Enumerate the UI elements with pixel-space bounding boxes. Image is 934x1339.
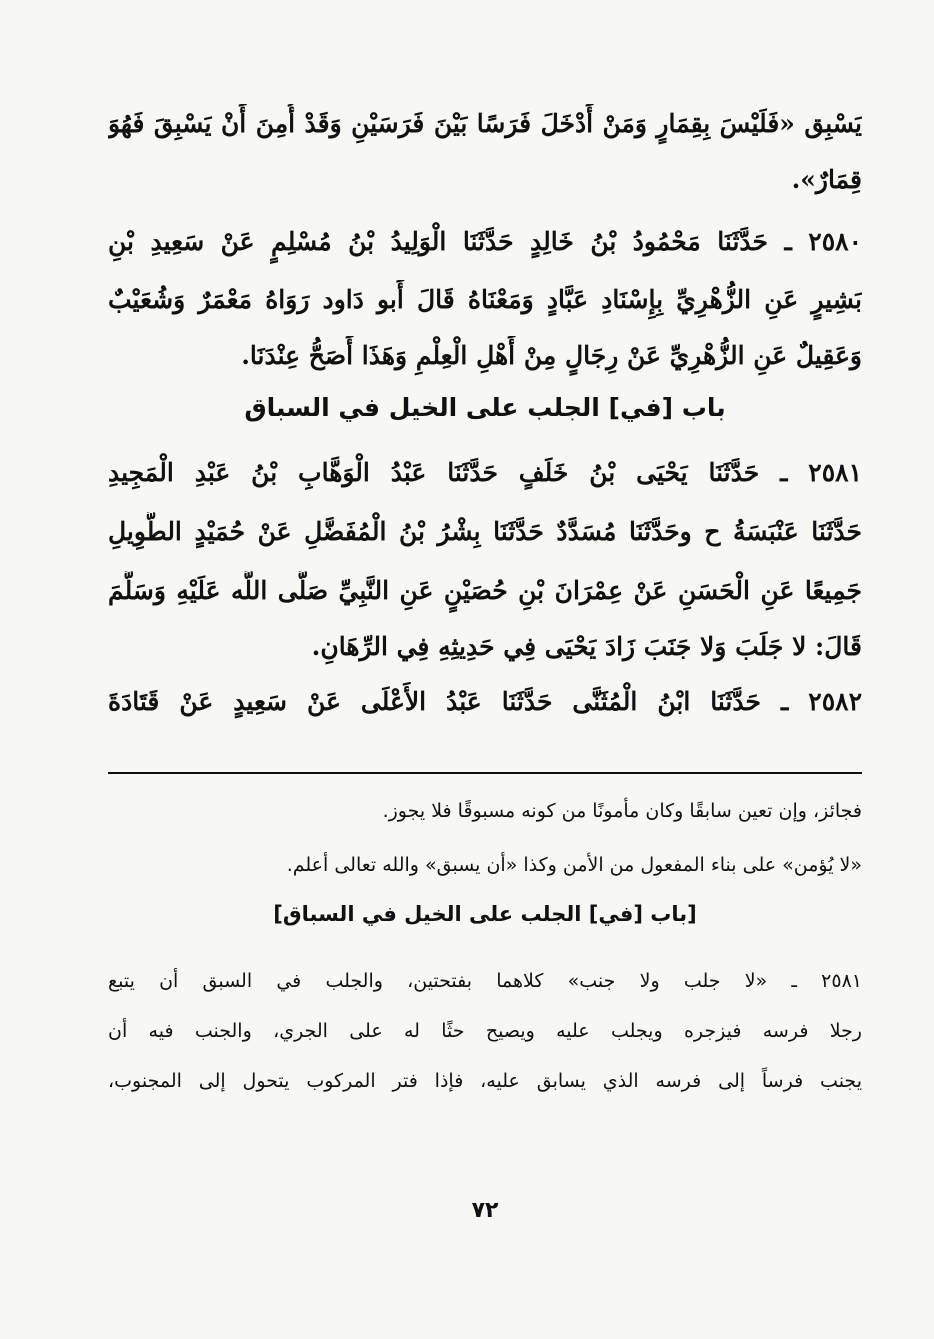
main-text-line: يَسْبِق «فَلَيْسَ بِقِمَارٍ وَمَنْ أَدْخَلَ فَرَسًا بَيْنَ فَرَسَيْنِ وَقَدْ أُمِنَ أَنْ يَسْبِقَ فَهُوَ — [108, 109, 862, 138]
main-text-line: وَعَقِيلٌ عَنِ الزُّهْرِيِّ عَنْ رِجَالٍ مِنْ أَهْلِ الْعِلْمِ وَهَذَا أَصَحُّ عِنْدَنَا. — [241, 341, 862, 370]
page-number: ٧٢ — [471, 1198, 499, 1223]
chapter-heading: باب [في] الجلب على الخيل في السباق — [244, 393, 726, 422]
main-text-line: قِمَارٌ». — [791, 165, 862, 194]
footnote-line: «لا يُؤمن» على بناء المفعول من الأمن وكذا «أن يسبق» والله تعالى أعلم. — [286, 854, 862, 876]
main-text-line: جَمِيعًا عَنِ الْحَسَنِ عَنْ عِمْرَانَ بْنِ حُصَيْنٍ عَنِ النَّبِيِّ صَلَّى اللَّه عَلَيْهِ وَسَلَّمَ — [108, 576, 862, 605]
footnote-line: رجلا فرسه فيزجره ويجلب عليه ويصيح حثًا له على الجري، والجنب فيه أن — [108, 1020, 862, 1042]
footnote-line: يجنب فرساً إلى فرسه الذي يسابق عليه، فإذا فتر المركوب يتحول إلى المجنوب، — [108, 1070, 862, 1092]
book-page — [108, 0, 862, 1339]
hadith-2580-line: ٢٥٨٠ ـ حَدَّثَنَا مَحْمُودُ بْنُ خَالِدٍ حَدَّثَنَا الْوَلِيدُ بْنُ مُسْلِمٍ عَنْ سَعِيدِ بْنِ — [108, 227, 862, 256]
footnote-line: ٢٥٨١ ـ «لا جلب ولا جنب» كلاهما بفتحتين، والجلب في السبق أن يتبع — [108, 970, 862, 992]
hadith-2582-line: ٢٥٨٢ ـ حَدَّثَنَا ابْنُ الْمُثَنَّى حَدَّثَنَا عَبْدُ الأَعْلَى عَنْ سَعِيدٍ عَنْ قَتَادَةَ — [108, 687, 862, 716]
main-text-line: بَشِيرٍ عَنِ الزُّهْرِيِّ بِإِسْنَادِ عَبَّادٍ وَمَعْنَاهُ قَالَ أَبو دَاود رَوَاهُ مَعْمَرٌ وَشُعَيْبٌ — [108, 285, 862, 314]
footnote-divider — [108, 772, 862, 774]
main-text-line: قَالَ: لا جَلَبَ وَلا جَنَبَ زَادَ يَحْيَى فِي حَدِيثِهِ فِي الرِّهَانِ. — [311, 632, 862, 661]
main-text-line: حَدَّثَنَا عَنْبَسَةُ ح وحَدَّثَنَا مُسَدَّدٌ حَدَّثَنَا بِشْرُ بْنُ الْمُفَضَّلِ عَنْ حُمَيْدٍ الطَّوِيلِ — [108, 517, 862, 546]
footnote-line: فجائز، وإن تعين سابقًا وكان مأمونًا من كونه مسبوقًا فلا يجوز. — [382, 800, 862, 822]
footnote-chapter-heading: [باب [في] الجلب على الخيل في السباق] — [273, 902, 697, 926]
hadith-2581-line: ٢٥٨١ ـ حَدَّثَنَا يَحْيَى بْنُ خَلَفٍ حَدَّثَنَا عَبْدُ الْوَهَّابِ بْنُ عَبْدِ الْمَجِيدِ — [108, 458, 862, 487]
